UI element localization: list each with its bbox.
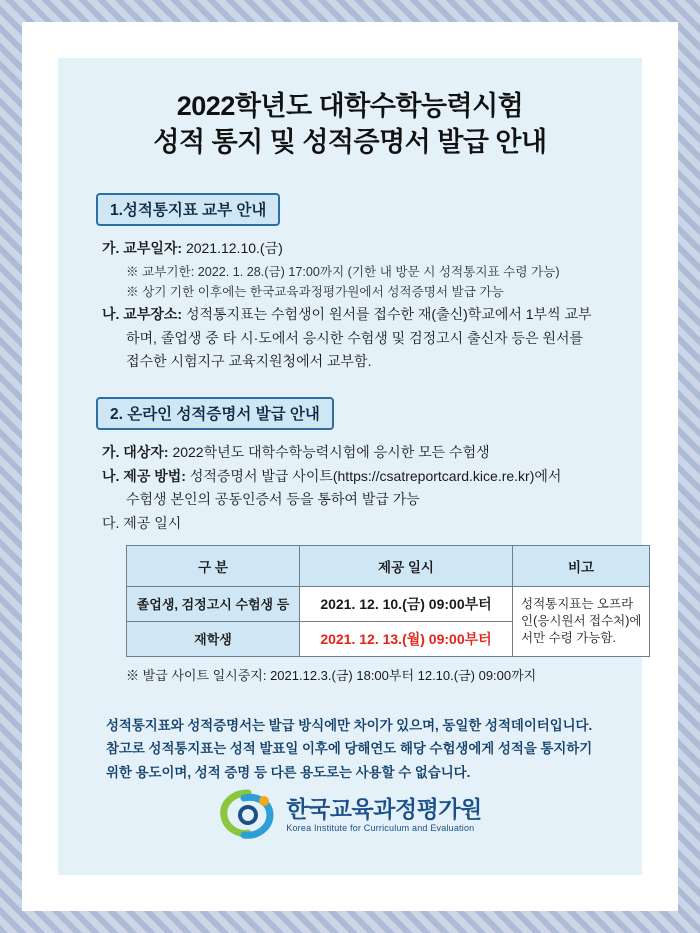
white-frame — [22, 22, 678, 911]
section-2-item-b-label: 나. 제공 방법: — [102, 467, 186, 484]
section-2-item-c-label: 다. 제공 일시 — [102, 514, 182, 531]
table-header-row — [127, 545, 650, 586]
table-header-datetime: 제공 일시 — [300, 545, 513, 586]
logo-name-ko: 한국교육과정평가원 — [286, 795, 482, 822]
provision-schedule-table — [126, 545, 650, 657]
section-1-item-a — [102, 238, 608, 260]
row-category-graduates: 졸업생, 검정고시 수험생 등 — [127, 586, 300, 621]
table-row — [127, 586, 650, 621]
logo-name-en: Korea Institute for Curriculum and Evaluation — [286, 822, 475, 833]
section-2-item-b-text: 성적증명서 발급 사이트(https://csatreportcard.kice.re.kr)에서 — [189, 467, 562, 484]
section-2-item-a-text: 2022학년도 대학수학능력시험에 응시한 모든 수험생 — [172, 443, 490, 460]
poster-content — [58, 58, 642, 875]
kice-emblem-icon — [218, 789, 276, 841]
section-1-item-b — [102, 304, 608, 326]
row-datetime-graduates: 2021. 12. 10.(금) 09:00부터 — [300, 586, 513, 621]
section-1-item-a-text: 2021.12.10.(금) — [185, 239, 283, 256]
section-2-item-b — [102, 466, 608, 488]
title-line-2: 성적 통지 및 성적증명서 발급 안내 — [153, 127, 547, 158]
footnote-line-1: 성적통지표와 성적증명서는 발급 방식에만 차이가 있으며, 동일한 성적데이터입니다. — [106, 717, 593, 733]
logo-text — [286, 797, 481, 834]
footnote — [106, 714, 598, 784]
section-2-heading: 2. 온라인 성적증명서 발급 안내 — [96, 397, 334, 430]
footnote-line-2: 참고로 성적통지표는 성적 발표일 이후에 당해연도 해당 수험생에게 성적을 통지하기 — [106, 741, 593, 757]
title-line-1: 2022학년도 대학수학능력시험 — [176, 91, 524, 121]
footnote-line-3: 위한 용도이며, 성적 증명 등 다른 용도로는 사용할 수 없습니다. — [106, 764, 471, 780]
section-1-item-b-text: 성적통지표는 수험생이 원서를 접수한 재(출신)학교에서 1부씩 교부 — [185, 305, 592, 322]
section-2-item-b-line2: 수험생 본인의 공동인증서 등을 통하여 발급 가능 — [126, 491, 420, 508]
row-category-students: 재학생 — [127, 621, 300, 656]
section-1-item-a-label: 가. 교부일자: — [102, 239, 183, 256]
section-1-note-1: ※ 교부기한: 2022. 1. 28.(금) 17:00까지 (기한 내 방문 시 성적통지표 수령 가능) — [126, 264, 560, 279]
site-suspension-note: ※ 발급 사이트 일시중지: 2021.12.3.(금) 18:00부터 12.10.(금) 09:00까지 — [126, 667, 537, 683]
row-datetime-students: 2021. 12. 13.(월) 09:00부터 — [300, 621, 513, 656]
table-header-remark: 비고 — [513, 545, 650, 586]
section-1-item-b-line3: 접수한 시험지구 교육지원청에서 교부함. — [126, 353, 372, 370]
poster-card — [58, 58, 642, 875]
section-1-heading: 1.성적통지표 교부 안내 — [96, 193, 280, 226]
section-1-item-b-line2: 하며, 졸업생 중 타 시·도에서 응시한 수험생 및 검정고시 출신자 등은 원서를 — [126, 329, 584, 346]
page-title — [92, 88, 608, 161]
table-header-category: 구 분 — [127, 545, 300, 586]
section-1-item-b-label: 나. 교부장소: — [102, 305, 183, 322]
section-2-item-a — [102, 442, 608, 464]
section-2-item-a-label: 가. 대상자: — [102, 443, 169, 460]
row-remark: 성적통지표는 오프라인(응시원서 접수처)에서만 수령 가능함. — [513, 586, 650, 656]
organization-logo — [58, 789, 642, 841]
section-1-note-2: ※ 상기 기한 이후에는 한국교육과정평가원에서 성적증명서 발급 가능 — [126, 284, 504, 299]
